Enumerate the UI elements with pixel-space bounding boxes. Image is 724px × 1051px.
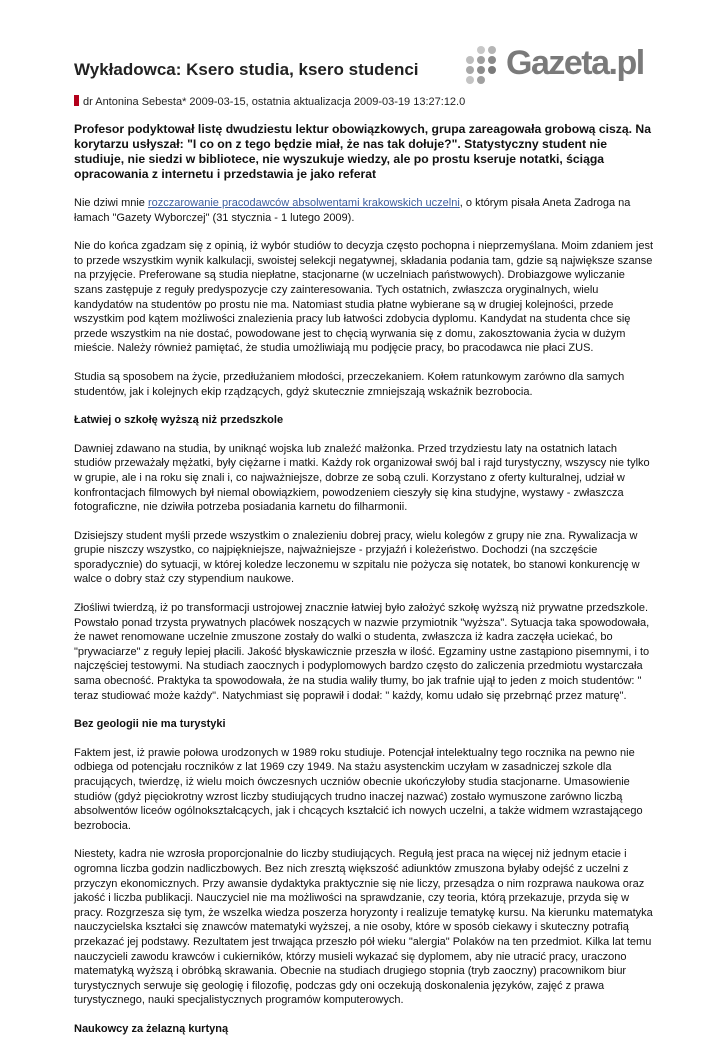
article-title: Wykładowca: Ksero studia, ksero studenci (74, 60, 419, 79)
intro-text-before: Nie dziwi mnie (74, 197, 148, 209)
article-body (74, 122, 654, 1051)
paragraph-7: Niestety, kadra nie wzrosła proporcjonalnie do liczby studiujących. Regułą jest praca na więcej niż jednym etacie i ogromna liczba godzin nadliczbowych. Bez nich zresztą większość adiunktów zmuszona byłaby odejść z uczelni z przyczyn ekonomicznych. Przy awansie dydaktyka praktycznie się nie liczy, przesądza o nim rozprawa naukowa oraz jakość i liczba publikacji. Nauczyciel nie ma możliwości na sprawdzanie, czy teoria, którą przekazuje, przyda się w pracy. Rozgrzesza się tym, że wszelka wiedza poszerza horyzonty i realizuje tematykę kursu. Na kierunku matematyka nauczycielska kształci się znawców matematyki wyższej, a nie osoby, które w sposób ciekawy i skuteczny potrafią przekazać jej podstawy. Rezultatem jest trwająca przeszło pół wieku "alergia" Polaków na ten przedmiot. Kilka lat temu nauczycieli zawodu krawców i cukierników, którzy musieli wykazać się dyplomem, aby nie utracić pracy, uraczono matematyką wyższą i obróbką skrawania. Obecnie na studiach drugiego stopnia (tryb zaoczny) pracownikom biur turystycznych serwuje się geologię i filozofię, podczas gdy oni oczekują doskonalenia języków, zajęć z prawa turystycznego, nauki specjalistycznych programów komputerowych. (74, 848, 653, 1007)
paragraph-4: Dzisiejszy student myśli przede wszystkim o znalezieniu dobrej pracy, wielu kolegów z grupy nie zna. Rywalizacja w grupie niszczy wszystko, co najpiękniejsze, najważniejsze - przyjaźń i koleżeństwo. Dochodzi (na szczęście sporadycznie) do sytuacji, w której koledze leczonemu w szpitalu nie pożycza się notatek, bo stanowi konkurencję w walce o dobry staż czy stypendium naukowe. (74, 529, 640, 586)
subheading-2: Bez geologii nie ma turystyki (74, 718, 226, 731)
article-lead: Profesor podyktował listę dwudziestu lektur obowiązkowych, grupa zareagowała grobową ciszą. Na korytarzu usłyszał: "I co on z tego będzie miał, że nas tak dołuje?". Statystyczny student nie studiuje, nie siedzi w bibliotece, nie wyszukuje wiedzy, ale po prostu kseruje notatki, ściąga opracowania z internetu i przedstawia je jako referat (74, 122, 652, 181)
intro-text-after: , o którym pisała Aneta Zadroga na łamach "Gazety Wyborczej" (31 stycznia - 1 lutego 2009). (74, 197, 631, 224)
paragraph-6: Faktem jest, iż prawie połowa urodzonych w 1989 roku studiuje. Potencjał intelektualny tego rocznika na pewno nie odbiega od potencjału roczników z lat 1969 czy 1949. Na stażu asystenckim uczyłam w zasadniczej szkole dla pracujących, twierdzę, iż wielu moich ówczesnych uczniów obecnie ukończyłoby studia stacjonarne. Umasowienie studiów (gdyż pięciokrotny wzrost liczby studiujących trudno inaczej nazwać) zostało wymuszone zarówno liczbą absolwentów liceów ogólnokształcących, jak i chcących kształcić ich nowych uczelni, a także widmem wzrastającego bezrobocia. (74, 746, 643, 832)
subheading-1: Łatwiej o szkołę wyższą niż przedszkole (74, 414, 284, 427)
intro-link[interactable]: rozczarowanie pracodawców absolwentami krakowskich uczelni (147, 197, 460, 209)
author-marker-icon (74, 95, 79, 106)
paragraph-3: Dawniej zdawano na studia, by uniknąć wojska lub znaleźć małżonka. Przed trzydziestu laty na ostatnich latach studiów przeważały mężatki, były ciężarne i matki. Każdy rok organizował swój bal i rajd turystyczny, wszyscy nie tylko w grupie, ale i na roku się znali i, co najważniejsze, dobrze ze sobą czuli. Korzystano z oferty kulturalnej, udział w konfrontacjach filmowych był niemal obowiązkiem, powodzeniem cieszyły się kina studyjne, wystawy - zwłaszcza fotograficzne, nie dziwiła potrzeba posiadania karnetu do filharmonii. (74, 442, 650, 514)
article-header (74, 0, 654, 92)
gazeta-logo[interactable] (462, 44, 652, 86)
subheading-3: Naukowcy za żelazną kurtyną (74, 1022, 229, 1035)
logo-dots-icon (462, 44, 502, 86)
intro-paragraph (74, 196, 654, 225)
paragraph-2: Studia są sposobem na życie, przedłużaniem młodości, przeczekaniem. Kołem ratunkowym zarówno dla samych studentów, jak i kolejnych ekip rządzących, gdyż skutecznie zmniejszają wskaźnik bezrobocia. (74, 370, 625, 398)
author-date: dr Antonina Sebesta* 2009-03-15, ostatnia aktualizacja 2009-03-19 13:27:12.0 (83, 96, 466, 108)
logo-text: Gazeta.pl (506, 44, 644, 82)
article-page (74, 0, 654, 1035)
paragraph-5: Złośliwi twierdzą, iż po transformacji ustrojowej znacznie łatwiej było założyć szkołę wyższą niż prywatne przedszkole. Powstało ponad trzysta prywatnych placówek noszących w nazwie przymiotnik "wyższa". Sytuacja taka spowodowała, że nawet renomowane uczelnie zmuszone zostały do walki o studenta, zwłaszcza iż kadra zaczęła uciekać, bo "prywaciarze" z reguły lepiej płacili. Jakość błyskawicznie przeszła w ilość. Egzaminy ustne zastąpiono pisemnymi, i to najczęściej testowymi. Na studiach zaocznych i podyplomowych bardzo często do zaliczenia przedmiotu wystarczała sama obecność. Praktyka ta spowodowała, że na studia waliły tłumy, bo jak trafnie ujął to jeden z moich studentów: " teraz studiować może każdy". Natychmiast się poprawił i dodał: " każdy, komu udało się przebrnąć przez maturę". (74, 602, 650, 702)
article-meta (74, 95, 465, 108)
paragraph-1: Nie do końca zgadzam się z opinią, iż wybór studiów to decyzja często pochopna i nieprzemyślana. Moim zdaniem jest to przede wszystkim wynik kalkulacji, swoistej selekcji negatywnej, składania podania tam, gdzie są największe szanse na przyjęcie. Preferowane są studia niepłatne, stacjonarne (w uczelniach państwowych). Drobiazgowe wyliczanie szans zastępuje z reguły predyspozycje czy zainteresowania. Tych ostatnich, zwłaszcza oryginalnych, wielu kandydatów na studentów po prostu nie ma. Natomiast studia płatne wybierane są w drugiej kolejności, przede wszystkim pod kątem możliwości znalezienia pracy lub łatwości zdobycia dyplomu. Kandydat na studenta chce się przede wszystkim na nie dostać, powodowane jest to chęcią wyrwania się z domu, zakosztowania życia w dużym mieście. Należy również pamiętać, że studia umożliwiają mu podjęcie pracy, bo pracodawca nie płaci ZUS. (74, 240, 654, 355)
